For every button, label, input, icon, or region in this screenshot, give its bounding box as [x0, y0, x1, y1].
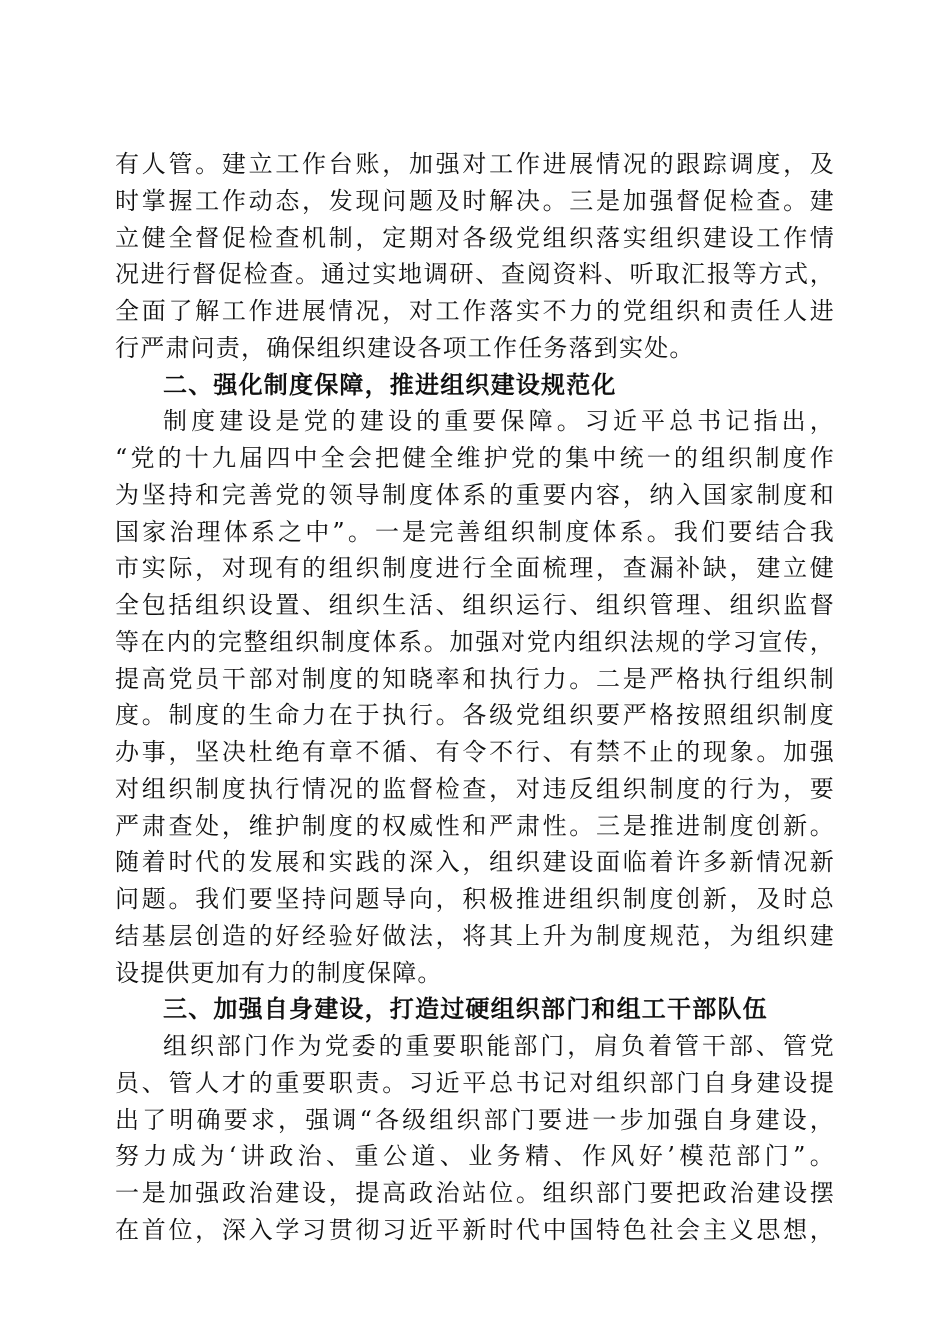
paragraph-line: 国家治理体系之中”。一是完善组织制度体系。我们要结合我 [115, 517, 835, 546]
paragraph-line: 况进行督促检查。通过实地调研、查阅资料、听取汇报等方式， [115, 260, 835, 289]
paragraph-line: 全包括组织设置、组织生活、组织运行、组织管理、组织监督 [115, 591, 835, 619]
paragraph-line: “党的十九届四中全会把健全维护党的集中统一的组织制度作 [115, 444, 835, 472]
paragraph-line: 员、管人才的重要职责。习近平总书记对组织部门自身建设提 [115, 1068, 835, 1097]
paragraph-line: 市实际，对现有的组织制度进行全面梳理，查漏补缺，建立健 [115, 554, 835, 583]
paragraph-line: 结基层创造的好经验好做法，将其上升为制度规范，为组织建 [115, 921, 835, 950]
paragraph-line: 时掌握工作动态，发现问题及时解决。三是加强督促检查。建 [115, 186, 835, 215]
paragraph-line: 度。制度的生命力在于执行。各级党组织要严格按照组织制度 [115, 701, 835, 730]
section-heading: 三、加强自身建设，打造过硬组织部门和组工干部队伍 [163, 995, 768, 1024]
paragraph-line: 对组织制度执行情况的监督检查，对违反组织制度的行为，要 [115, 774, 835, 803]
paragraph-line: 立健全督促检查机制，定期对各级党组织落实组织建设工作情 [115, 223, 835, 252]
paragraph-line: 制度建设是党的建设的重要保障。习近平总书记指出， [163, 407, 835, 436]
paragraph-line: 有人管。建立工作台账，加强对工作进展情况的跟踪调度，及 [115, 150, 835, 178]
paragraph-line: 等在内的完整组织制度体系。加强对党内组织法规的学习宣传， [115, 627, 835, 656]
paragraph-line: 严肃查处，维护制度的权威性和严肃性。三是推进制度创新。 [115, 811, 835, 840]
paragraph-line: 设提供更加有力的制度保障。 [115, 958, 443, 987]
paragraph-line: 努力成为‘讲政治、重公道、业务精、作风好’模范部门”。 [115, 1142, 835, 1171]
document-page [115, 146, 835, 1249]
paragraph-line: 随着时代的发展和实践的深入，组织建设面临着许多新情况新 [115, 848, 835, 877]
paragraph-line: 出了明确要求，强调“各级组织部门要进一步加强自身建设， [115, 1105, 835, 1134]
paragraph-line: 问题。我们要坚持问题导向，积极推进组织制度创新，及时总 [115, 885, 835, 913]
paragraph-line: 提高党员干部对制度的知晓率和执行力。二是严格执行组织制 [115, 664, 835, 693]
paragraph-line: 行严肃问责，确保组织建设各项工作任务落到实处。 [115, 333, 695, 362]
paragraph-line: 在首位，深入学习贯彻习近平新时代中国特色社会主义思想， [115, 1215, 835, 1244]
paragraph-line: 为坚持和完善党的领导制度体系的重要内容，纳入国家制度和 [115, 480, 835, 509]
paragraph-line: 一是加强政治建设，提高政治站位。组织部门要把政治建设摆 [115, 1179, 835, 1207]
section-heading: 二、强化制度保障，推进组织建设规范化 [163, 370, 617, 399]
paragraph-line: 全面了解工作进展情况，对工作落实不力的党组织和责任人进 [115, 297, 835, 325]
paragraph-line: 组织部门作为党委的重要职能部门，肩负着管干部、管党 [163, 1032, 835, 1060]
paragraph-line: 办事，坚决杜绝有章不循、有令不行、有禁不止的现象。加强 [115, 738, 835, 766]
